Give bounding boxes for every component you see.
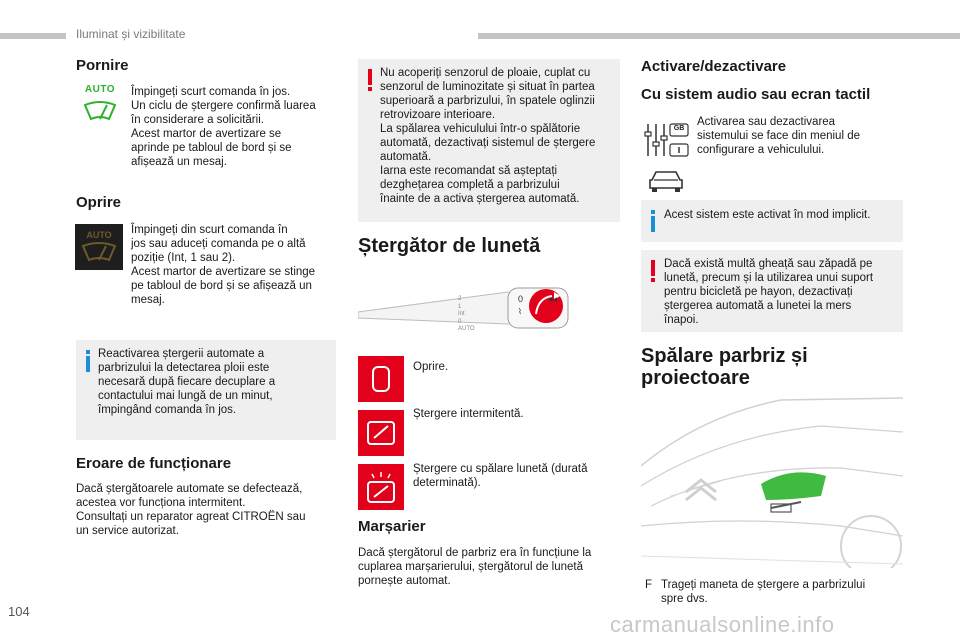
svg-text:⌇: ⌇ [518,307,522,316]
default-active-info-box: Acest sistem este activat în mod implicit. [641,200,903,242]
rear-wiper-intermittent-icon [358,410,404,456]
marsarier-text: Dacă ștergătorul de parbriz era în funcțiune la cuplarea marșarierului, ștergătorul de lunetă pornește automat. [358,547,592,587]
instruction-text: Trageți maneta de ștergere a parbrizului spre dvs. [661,579,866,605]
svg-text:0: 0 [518,294,524,304]
instruction-bullet: F [645,579,653,591]
ice-warning-box: Dacă există multă gheață sau zăpadă pe lunetă, precum și la utilizarea unui suport pentru bicicletă pe hayon, dezactivați ștergerea automată a lunetei la mers înapoi. [641,250,903,332]
marsarier-title: Marșarier [358,518,426,535]
eroare-text: Dacă ștergătoarele automate se defectează, acestea vor funcționa intermitent. Consultați un reparator agreat CITROËN sau un service autorizat. [76,483,306,537]
header-rule-right [478,33,960,39]
watermark: carmanualsonline.info [610,612,835,637]
activare-title: Activare/dezactivare [641,58,787,75]
rear-wiper-off-icon [358,356,404,402]
washer-section-title: Spălare parbriz și proiectoare [641,345,808,389]
vehicle-settings-icon [646,168,686,194]
sensor-warning-box: Nu acoperiți senzorul de ploaie, cuplat cu senzorul de luminozitate și situat în partea superioară a parbrizului, în spatele oglinzii retrovizoare interioare. La spălarea vehiculului într-o spălătorie automată, dezactivați sistemul de ștergere automată. Iarna este recomandat să așteptați dezghețarea completă a parbrizului înainte de a activa ștergerea automată. [358,59,620,222]
audio-text: Activarea sau dezactivarea sistemului se face din meniul de configurare a vehiculului. [697,116,860,156]
audio-system-title: Cu sistem audio sau ecran tactil [641,86,871,103]
car-front-illustration [641,396,903,568]
reactivation-info-box: Reactivarea ștergerii automate a parbrizului la detectarea ploii este necesară după fiecare decuplare a contactului mai lungă de un minut, împingând comanda în jos. [76,340,336,440]
svg-text:◂◂: ◂◂ [548,294,558,304]
warning-icon [651,260,655,276]
rear-wiper-title: Ștergător de lunetă [358,235,541,257]
page-number: 104 [8,604,30,619]
rear-wiper-wash-icon [358,464,404,510]
rear-wiper-off-label: Oprire. [413,361,449,373]
warning-icon [368,69,372,85]
gb-badge: GB [673,125,685,132]
pornire-title: Pornire [76,57,129,74]
auto-wiper-on-icon [79,84,121,126]
oprire-text: Împingeți din scurt comanda în jos sau aduceți comanda pe o altă poziție (Int, 1 sau 2). Acest martor de avertizare se stinge pe tabloul de bord și se afișează un mesaj. [131,224,316,306]
rear-wiper-intermittent-label: Ștergere intermitentă. [413,408,524,420]
auto-wiper-off-icon: AUTO [75,224,123,270]
eroare-title: Eroare de funcționare [76,455,232,472]
rear-wiper-wash-label: Ștergere cu spălare lunetă (durată determinată). [413,463,588,489]
oprire-title: Oprire [76,194,122,211]
pornire-text: Împingeți scurt comanda în jos. Un ciclu de ștergere confirmă luarea în considerare a solicitării. Acest martor de avertizare se aprinde pe tabloul de bord și se afișează un mesaj. [131,86,316,168]
auto-label: AUTO [84,84,116,95]
info-icon [651,216,655,232]
header-rule-left [0,33,66,39]
stalk-position-labels: 2 1 Int 0 AUTO [458,296,475,332]
audio-settings-icon [644,120,690,160]
info-icon [86,356,90,372]
chapter-title: Iluminat și vizibilitate [76,27,186,41]
